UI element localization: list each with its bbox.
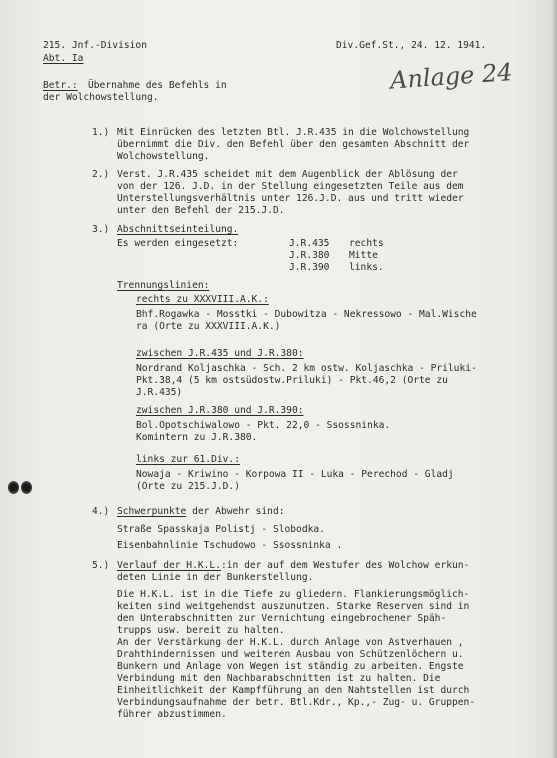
paragraph-2-line: Verst. J.R.435 scheidet mit dem Augenblick der Ablösung der — [117, 169, 458, 180]
punch-hole — [21, 481, 32, 494]
svg-text:Anlage 24: Anlage 24 — [389, 58, 514, 95]
paragraph-5-number: 5.) — [92, 560, 110, 571]
paragraph-2-line: Unterstellungsverhältnis unter 126.J.D. aus und tritt wieder — [117, 193, 464, 204]
paragraph-5-line: Die H.K.L. ist in die Tiefe zu gliedern. Flankierungsmöglich- — [117, 589, 470, 600]
paragraph-4-number: 4.) — [92, 506, 110, 517]
paragraph-3-title: Abschnittseinteilung. — [117, 224, 239, 235]
paragraph-1-number: 1.) — [92, 127, 110, 138]
paragraph-1-line: übernimmt die Div. den Befehl über den gesamten Abschnitt der — [117, 139, 470, 150]
paragraph-4-line: Straße Spasskaja Polistj - Slobodka. — [117, 524, 325, 535]
unit-name: J.R.390 — [289, 262, 330, 273]
paragraph-4-title-line — [117, 506, 285, 518]
paragraph-5-line: Verbindungsaufnahme der betr. Btl.Kdr., Kp.,- Zug- u. Gruppen- — [117, 697, 476, 708]
boundary-line: J.R.435) — [136, 387, 183, 398]
boundary-line: Pkt.38,4 (5 km ostsüdostw.Priluki) - Pkt.46,2 (Orte zu — [136, 375, 448, 386]
deployment-intro: Es werden eingesetzt: — [117, 238, 239, 249]
paragraph-5-line: trupps usw. bereit zu halten. — [117, 625, 285, 636]
paragraph-1-line: Wolchowstellung. — [117, 151, 210, 162]
paragraph-5-line: den Unterabschnitten zur Vernichtung eingebrochener Späh- — [117, 613, 447, 624]
place-date: Div.Gef.St., 24. 12. 1941. — [336, 40, 487, 51]
paragraph-5-line: Einheitlichkeit der Kampfführung an den Nahtstellen ist durch — [117, 685, 470, 696]
subject-label: Betr.: — [43, 80, 78, 91]
boundary-line: Nowaja - Kriwino - Korpowa II - Luka - Perechod - Gladj — [136, 469, 454, 480]
paragraph-4-title: Schwerpunkte — [117, 506, 187, 517]
paragraph-2-line: unter den Befehl der 215.J.D. — [117, 205, 285, 216]
boundary-heading: zwischen J.R.380 und J.R.390: — [136, 405, 304, 416]
boundary-heading: zwischen J.R.435 und J.R.380: — [136, 348, 304, 359]
paragraph-5-title-line — [117, 560, 469, 572]
boundary-line: Nordrand Koljaschka - Sch. 2 km ostw. Koljaschka - Priluki- — [136, 363, 477, 374]
boundary-line: Bol.Opotschiwalowo - Pkt. 22,0 - Ssossninka. — [136, 420, 391, 431]
paragraph-2-line: von der 126. J.D. in der Stellung eingesetzten Teile aus dem — [117, 181, 464, 192]
paragraph-5-title: Verlauf der H.K.L. — [117, 560, 221, 571]
department: Abt. Ia — [43, 53, 84, 64]
paragraph-5-line: Bunkern und Anlage von Wegen ist ständig zu arbeiten. Engste — [117, 661, 464, 672]
unit-position: rechts — [349, 238, 384, 249]
paragraph-2-number: 2.) — [92, 169, 110, 180]
unit-position: links. — [349, 262, 384, 273]
paragraph-5-line: keiten sind weitgehendst auszunutzen. Starke Reserven sind in — [117, 601, 470, 612]
boundary-heading: rechts zu XXXVIII.A.K.: — [136, 294, 269, 305]
paragraph-4-title-rest: der Abwehr sind: — [186, 506, 285, 517]
paragraph-5-line: führer abzustimmen. — [117, 709, 227, 720]
boundary-line: ra (Orte zu XXXVIII.A.K.) — [136, 321, 281, 332]
unit-name: J.R.380 — [289, 250, 330, 261]
paragraph-4-line: Eisenbahnlinie Tschudowo - Ssossninka . — [117, 540, 343, 551]
page-edge-shadow — [551, 0, 557, 758]
unit-position: Mitte — [349, 250, 378, 261]
boundary-lines-title: Trennungslinien: — [117, 280, 210, 291]
subject-line-1: Übernahme des Befehls in — [88, 80, 227, 91]
division-name: 215. Jnf.-Division — [43, 40, 147, 51]
boundary-line: (Orte zu 215.J.D.) — [136, 481, 240, 492]
paragraph-5-line: An der Verstärkung der H.K.L. durch Anlage von Astverhauen , — [117, 637, 464, 648]
boundary-line: Komintern zu J.R.380. — [136, 432, 258, 443]
boundary-line: Bhf.Rogawka - Mosstki - Dubowitza - Nekressowo - Mal.Wische — [136, 309, 477, 320]
punch-hole — [8, 481, 19, 494]
paragraph-5-title-line-2: deten Linie in der Bunkerstellung. — [117, 572, 314, 583]
paragraph-1-line: Mit Einrücken des letzten Btl. J.R.435 in die Wolchowstellung — [117, 127, 470, 138]
paragraph-5-line: Verbindung mit den Nachbarabschnitten ist zu halten. Die — [117, 673, 441, 684]
paragraph-5-line: Drahthindernissen und weiteren Ausbau von Schützenlöchern u. — [117, 649, 464, 660]
boundary-heading: links zur 61.Div.: — [136, 454, 240, 465]
handwritten-annotation — [386, 54, 526, 98]
paragraph-5-title-rest: :in der auf dem Westufer des Wolchow erkun- — [220, 560, 470, 571]
subject-line-2: der Wolchowstellung. — [43, 92, 159, 103]
paragraph-3-number: 3.) — [92, 224, 110, 235]
unit-name: J.R.435 — [289, 238, 330, 249]
